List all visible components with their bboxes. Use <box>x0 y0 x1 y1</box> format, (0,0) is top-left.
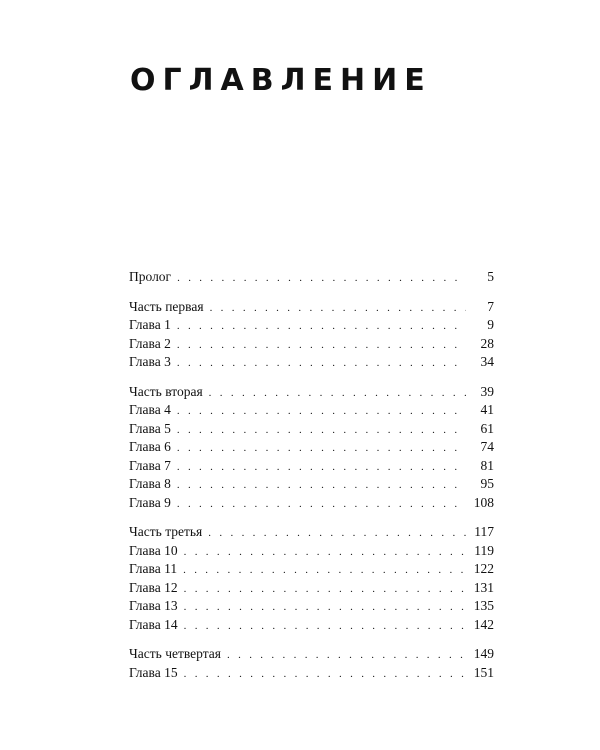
toc-entry-page-number: 34 <box>480 354 494 369</box>
toc-entry-page-number: 61 <box>480 420 494 436</box>
toc-entry <box>129 353 494 372</box>
toc-entry-label: Глава 15 <box>129 664 178 680</box>
toc-entry-label: Глава 10 <box>129 542 178 558</box>
toc-leader-dots <box>175 495 466 514</box>
toc-leader-dots <box>225 646 466 665</box>
toc-section <box>129 268 494 287</box>
toc-entry-page-number: 5 <box>487 269 494 284</box>
toc-section <box>129 383 494 513</box>
toc-entry-page-number: 122 <box>473 561 494 576</box>
toc-entry-label: Глава 7 <box>129 457 171 473</box>
toc-entry <box>129 420 494 439</box>
toc-entry <box>129 494 494 513</box>
toc-entry <box>129 457 494 476</box>
toc-entry-label: Глава 12 <box>129 579 178 595</box>
toc-entry-label: Глава 8 <box>129 476 171 491</box>
toc-leader-dots <box>175 439 466 458</box>
toc-entry-label: Глава 9 <box>129 494 171 510</box>
toc-entry <box>129 383 494 402</box>
toc-entry-label: Часть вторая <box>129 383 203 399</box>
toc-leader-dots <box>175 354 466 373</box>
toc-entry <box>129 438 494 457</box>
toc-leader-dots <box>182 598 466 617</box>
toc-entry-label: Часть третья <box>129 524 203 539</box>
toc-entry <box>129 401 494 420</box>
toc-leader-dots <box>182 543 466 562</box>
toc-entry <box>129 579 494 598</box>
toc-section <box>129 645 494 682</box>
toc-entry-page-number: 74 <box>480 439 494 454</box>
toc-entry-label: Пролог <box>129 269 172 284</box>
toc-entry <box>129 316 494 335</box>
toc-leader-dots <box>181 561 466 580</box>
toc-entry-label: Глава 1 <box>129 317 171 332</box>
toc-entry-page-number: 151 <box>473 664 494 680</box>
table-of-contents <box>129 268 494 693</box>
toc-entry-label: Глава 2 <box>129 335 171 351</box>
toc-entry-page-number: 7 <box>487 298 494 314</box>
toc-entry <box>129 597 494 616</box>
toc-entry-page-number: 95 <box>480 476 494 491</box>
toc-entry-label: Часть четвертая <box>129 646 221 661</box>
toc-entry-label: Глава 11 <box>129 561 178 576</box>
toc-entry-page-number: 9 <box>487 317 494 332</box>
toc-entry <box>129 335 494 354</box>
toc-entry <box>129 542 494 561</box>
toc-entry-label: Глава 6 <box>129 439 171 454</box>
page-title: ОГЛАВЛЕНИЕ <box>130 63 432 98</box>
toc-leader-dots <box>175 336 466 355</box>
toc-entry <box>129 664 494 683</box>
toc-entry-page-number: 135 <box>473 598 494 613</box>
toc-entry-page-number: 119 <box>474 542 494 558</box>
toc-entry-page-number: 108 <box>473 494 494 510</box>
toc-entry-page-number: 142 <box>473 616 494 632</box>
toc-entry-page-number: 39 <box>480 383 494 399</box>
toc-entry <box>129 645 494 664</box>
toc-entry <box>129 523 494 542</box>
toc-entry-label: Глава 14 <box>129 616 178 632</box>
toc-entry-page-number: 81 <box>480 457 494 473</box>
toc-section <box>129 523 494 634</box>
toc-entry-page-number: 149 <box>473 646 494 661</box>
toc-entry-label: Глава 3 <box>129 354 171 369</box>
toc-entry <box>129 560 494 579</box>
toc-section <box>129 298 494 372</box>
toc-entry-label: Часть первая <box>129 298 204 314</box>
toc-leader-dots <box>182 580 466 599</box>
toc-entry <box>129 298 494 317</box>
toc-leader-dots <box>208 299 466 318</box>
toc-entry <box>129 268 494 287</box>
toc-leader-dots <box>182 617 466 636</box>
toc-leader-dots <box>175 402 466 421</box>
toc-entry-label: Глава 4 <box>129 402 171 417</box>
toc-leader-dots <box>175 317 466 336</box>
toc-entry <box>129 616 494 635</box>
toc-leader-dots <box>175 269 466 288</box>
toc-leader-dots <box>206 524 466 543</box>
toc-entry-label: Глава 5 <box>129 420 171 436</box>
toc-leader-dots <box>207 384 466 403</box>
toc-entry <box>129 475 494 494</box>
toc-entry-label: Глава 13 <box>129 598 178 613</box>
toc-leader-dots <box>182 665 466 684</box>
toc-entry-page-number: 117 <box>474 524 494 539</box>
toc-entry-page-number: 28 <box>480 335 494 351</box>
toc-leader-dots <box>175 421 466 440</box>
toc-leader-dots <box>175 476 466 495</box>
toc-entry-page-number: 41 <box>480 402 494 417</box>
toc-leader-dots <box>175 458 466 477</box>
toc-entry-page-number: 131 <box>473 579 494 595</box>
